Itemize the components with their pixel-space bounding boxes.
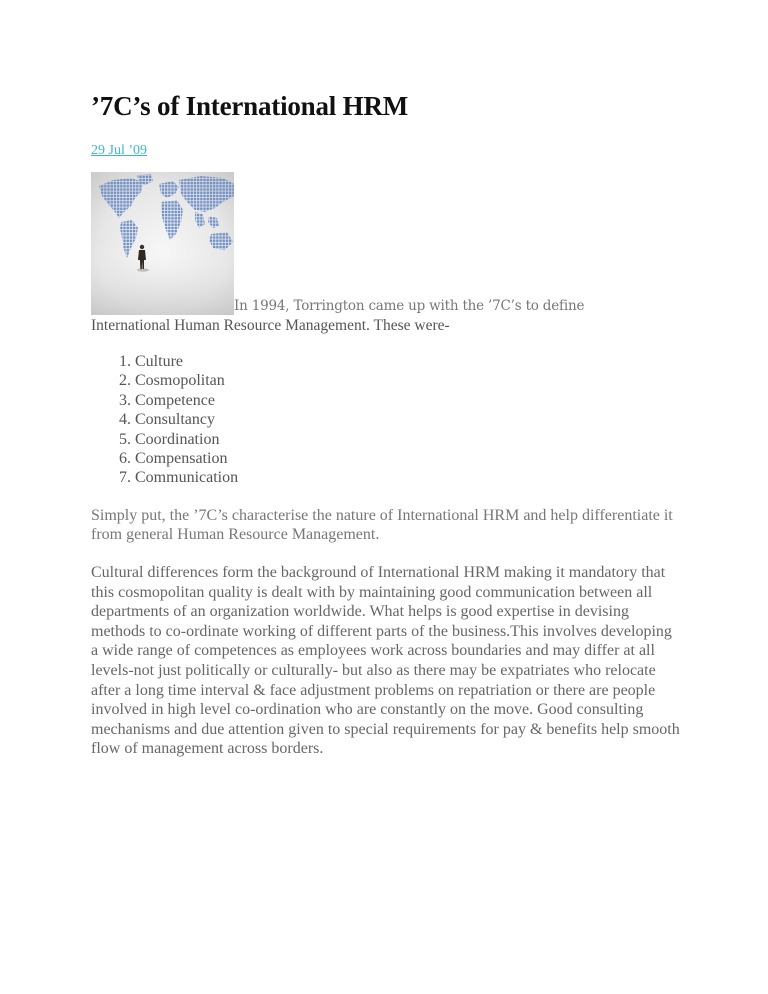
article xyxy=(91,88,681,759)
summary-paragraph: Simply put, the ’7C’s characterise the nature of International HRM and help differentiate it from general Human Resource Management. xyxy=(91,506,673,544)
post-date-link[interactable]: 29 Jul ’09 xyxy=(91,143,147,158)
intro-text-second-line: International Human Resource Management. These were- xyxy=(91,317,450,334)
world-map-image xyxy=(91,172,234,315)
intro-paragraph xyxy=(91,172,681,336)
intro-text-first-line: In 1994, Torrington came up with the ’7C’s to define xyxy=(234,298,585,314)
list-item: 2. Cosmopolitan xyxy=(135,371,681,390)
page-title: ’7C’s of International HRM xyxy=(91,91,409,121)
list-item: 1. Culture xyxy=(135,352,681,371)
list-item: 4. Consultancy xyxy=(135,410,681,429)
body-paragraph: Cultural differences form the background of International HRM making it mandatory that this cosmopolitan quality is dealt with by maintaining good communication between all departments of an organization worldwide. What helps is good expertise in devising methods to co-ordinate working of different parts of the business.This involves developing a wide range of competences as employees work across boundaries and may differ at all levels-not just politically or culturally- but also as there may be expatriates who relocate after a long time interval & face adjustment problems on repatriation or there are people involved in high level co-ordination who are constantly on the move. Good consulting mechanisms and due attention given to special requirements for pay & benefits help smooth flow of management across borders. xyxy=(91,564,680,758)
list-item: 6. Compensation xyxy=(135,449,681,468)
list-item: 5. Coordination xyxy=(135,430,681,449)
list-item: 3. Competence xyxy=(135,391,681,410)
list-item: 7. Communication xyxy=(135,468,681,487)
seven-cs-list xyxy=(91,352,681,488)
